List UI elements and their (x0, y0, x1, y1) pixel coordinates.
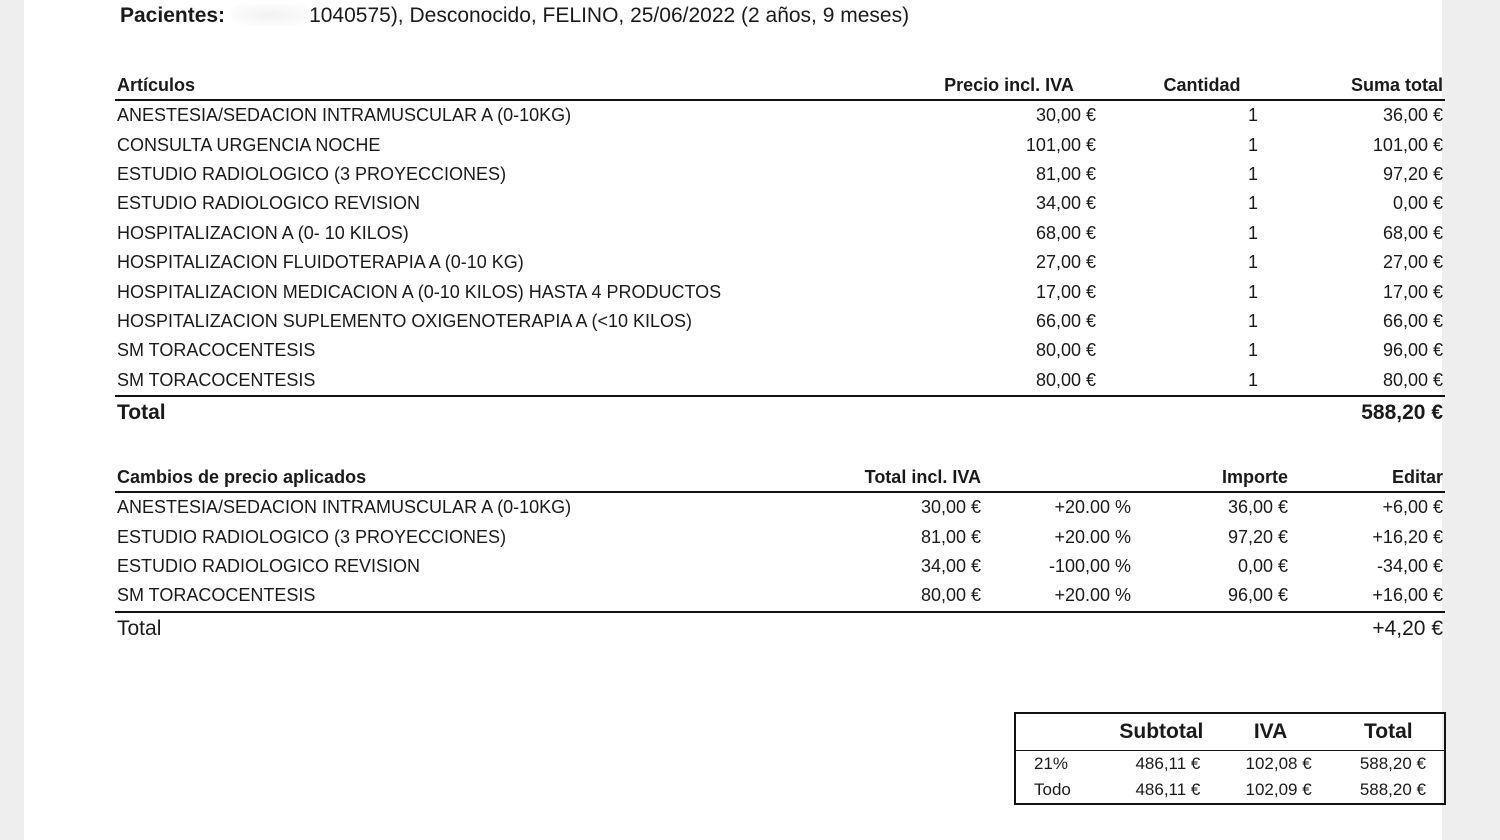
item-qty: 1 (1247, 222, 1258, 243)
patient-label: Pacientes: (120, 4, 226, 27)
change-total: 80,00 € (920, 585, 981, 606)
items-header-row (115, 70, 1445, 100)
patient-line (120, 4, 909, 28)
item-name: SM TORACOCENTESIS (117, 340, 316, 361)
change-amount: 36,00 € (1227, 497, 1288, 518)
item-sum: 66,00 € (1382, 310, 1443, 331)
summary-total: 588,20 € (1359, 754, 1426, 773)
table-row (115, 307, 1445, 336)
table-row (115, 366, 1445, 396)
changes-total-row (115, 612, 1445, 645)
change-edit: -34,00 € (1376, 555, 1443, 576)
change-pct: +20.00 % (1054, 526, 1131, 547)
item-qty: 1 (1247, 310, 1258, 331)
item-name: ESTUDIO RADIOLOGICO REVISION (117, 193, 421, 214)
redacted-name (231, 4, 311, 26)
change-edit: +6,00 € (1382, 497, 1443, 518)
table-row (115, 219, 1445, 248)
item-name: HOSPITALIZACION MEDICACION A (0-10 KILOS) HASTA 4 PRODUCTOS (117, 281, 722, 302)
summary-rate: Todo (1034, 780, 1071, 799)
table-row (1015, 777, 1445, 804)
item-qty: 1 (1247, 340, 1258, 361)
header-total: Total (1316, 713, 1445, 751)
summary-iva: 102,08 € (1245, 754, 1312, 773)
changes-header-row (115, 462, 1445, 492)
table-row (1015, 751, 1445, 778)
item-sum: 27,00 € (1382, 252, 1443, 273)
item-sum: 68,00 € (1382, 222, 1443, 243)
header-amount: Importe (1133, 462, 1290, 492)
items-total-label: Total (115, 396, 920, 429)
item-name: HOSPITALIZACION A (0- 10 KILOS) (117, 222, 409, 243)
table-row (115, 189, 1445, 218)
summary-subtotal: 486,11 € (1135, 754, 1201, 773)
table-row (115, 336, 1445, 365)
item-qty: 1 (1247, 163, 1258, 184)
change-name: ANESTESIA/SEDACION INTRAMUSCULAR A (0-10KG) (117, 497, 572, 518)
header-price: Precio incl. IVA (920, 70, 1098, 100)
item-price: 34,00 € (1035, 193, 1096, 214)
changes-total-label: Total (115, 612, 805, 645)
change-name: ESTUDIO RADIOLOGICO (3 PROYECCIONES) (117, 526, 507, 547)
item-price: 66,00 € (1035, 310, 1096, 331)
item-price: 27,00 € (1035, 252, 1096, 273)
item-sum: 36,00 € (1382, 105, 1443, 126)
item-sum: 80,00 € (1382, 369, 1443, 390)
table-row (115, 492, 1445, 522)
item-qty: 1 (1247, 105, 1258, 126)
header-quantity: Cantidad (1098, 70, 1268, 100)
item-price: 81,00 € (1035, 163, 1096, 184)
invoice-page (24, 0, 1442, 840)
item-price: 17,00 € (1035, 281, 1096, 302)
item-name: HOSPITALIZACION FLUIDOTERAPIA A (0-10 KG) (117, 252, 524, 273)
change-pct: -100,00 % (1048, 555, 1131, 576)
changes-total-value: +4,20 € (1290, 612, 1445, 645)
summary-iva: 102,09 € (1245, 780, 1312, 799)
table-row (115, 581, 1445, 611)
table-row (115, 522, 1445, 551)
item-name: ESTUDIO RADIOLOGICO (3 PROYECCIONES) (117, 163, 507, 184)
change-amount: 0,00 € (1237, 555, 1288, 576)
change-name: ESTUDIO RADIOLOGICO REVISION (117, 555, 421, 576)
header-articles: Artículos (115, 70, 920, 100)
item-price: 80,00 € (1035, 369, 1096, 390)
item-name: CONSULTA URGENCIA NOCHE (117, 134, 381, 155)
items-total-row (115, 396, 1445, 429)
item-sum: 97,20 € (1382, 163, 1443, 184)
change-total: 34,00 € (920, 555, 981, 576)
header-total-incl: Total incl. IVA (805, 462, 983, 492)
items-table (115, 70, 1445, 429)
summary-subtotal: 486,11 € (1135, 780, 1201, 799)
item-qty: 1 (1247, 369, 1258, 390)
tax-summary-table (1014, 712, 1446, 805)
table-row (115, 277, 1445, 306)
header-iva: IVA (1204, 713, 1315, 751)
table-row (115, 552, 1445, 581)
item-sum: 101,00 € (1372, 134, 1443, 155)
item-price: 68,00 € (1035, 222, 1096, 243)
header-subtotal: Subtotal (1095, 713, 1205, 751)
change-edit: +16,00 € (1372, 585, 1443, 606)
item-sum: 96,00 € (1382, 340, 1443, 361)
change-pct: +20.00 % (1054, 497, 1131, 518)
change-pct: +20.00 % (1054, 585, 1131, 606)
table-row (115, 100, 1445, 130)
change-edit: +16,20 € (1372, 526, 1443, 547)
header-edit: Editar (1290, 462, 1445, 492)
change-total: 30,00 € (920, 497, 981, 518)
patient-info: 1040575), Desconocido, FELINO, 25/06/2022 (2 años, 9 meses) (309, 4, 910, 27)
table-row (115, 160, 1445, 189)
table-row (115, 248, 1445, 277)
header-sum: Suma total (1268, 70, 1445, 100)
summary-header-row (1015, 713, 1445, 751)
item-name: HOSPITALIZACION SUPLEMENTO OXIGENOTERAPIA A (<10 KILOS) (117, 310, 692, 331)
change-total: 81,00 € (920, 526, 981, 547)
summary-total: 588,20 € (1359, 780, 1426, 799)
item-name: ANESTESIA/SEDACION INTRAMUSCULAR A (0-10KG) (117, 105, 572, 126)
item-price: 30,00 € (1035, 105, 1096, 126)
item-name: SM TORACOCENTESIS (117, 369, 316, 390)
summary-rate: 21% (1034, 754, 1069, 773)
item-price: 80,00 € (1035, 340, 1096, 361)
item-qty: 1 (1247, 193, 1258, 214)
change-name: SM TORACOCENTESIS (117, 585, 316, 606)
change-amount: 97,20 € (1227, 526, 1288, 547)
item-sum: 17,00 € (1382, 281, 1443, 302)
item-sum: 0,00 € (1392, 193, 1443, 214)
table-row (115, 130, 1445, 159)
items-total-value: 588,20 € (1268, 396, 1445, 429)
item-qty: 1 (1247, 134, 1258, 155)
item-qty: 1 (1247, 281, 1258, 302)
item-qty: 1 (1247, 252, 1258, 273)
price-changes-table (115, 462, 1445, 645)
item-price: 101,00 € (1025, 134, 1096, 155)
header-changes-title: Cambios de precio aplicados (115, 462, 805, 492)
change-amount: 96,00 € (1227, 585, 1288, 606)
